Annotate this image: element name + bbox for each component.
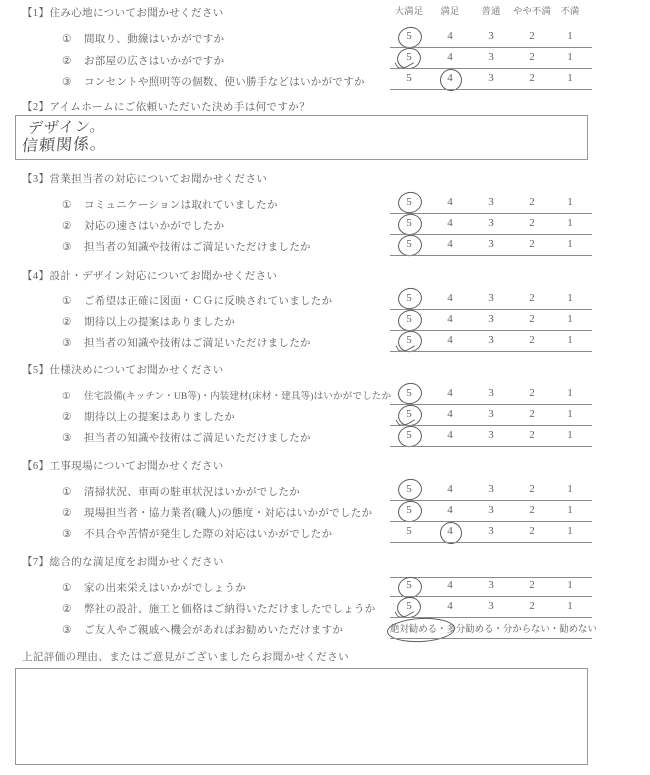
rating-option-5[interactable]: 5 xyxy=(406,72,412,84)
question-text: 不具合や苦情が発生した際の対応はいかがでしたか xyxy=(84,529,333,540)
rating-option-4[interactable]: 4 xyxy=(447,51,453,63)
rating-option-3[interactable]: 3 xyxy=(488,334,494,346)
question-number: ③ xyxy=(62,242,72,253)
question-number: ① xyxy=(62,296,72,307)
rating-option-1[interactable]: 1 xyxy=(567,292,573,304)
question-3-3 xyxy=(62,239,311,254)
rating-option-5[interactable]: 5 xyxy=(406,238,412,250)
scale-header-2: 普通 xyxy=(481,7,501,17)
rating-option-2[interactable]: 2 xyxy=(529,600,535,612)
rating-option-2[interactable]: 2 xyxy=(529,238,535,250)
scale-header-3: やや不満 xyxy=(513,7,551,17)
rating-row-4-1[interactable] xyxy=(390,290,592,310)
row-divider xyxy=(390,596,592,597)
question-text: 担当者の知識や技術はご満足いただけましたか xyxy=(84,433,311,444)
rating-option-5[interactable]: 5 xyxy=(406,196,412,208)
rating-option-2[interactable]: 2 xyxy=(529,292,535,304)
question-7-1 xyxy=(62,580,246,595)
rating-option-5[interactable]: 5 xyxy=(406,504,412,516)
rating-option-2[interactable]: 2 xyxy=(529,51,535,63)
rating-option-1[interactable]: 1 xyxy=(567,72,573,84)
question-number: ② xyxy=(62,221,72,232)
rating-row-3-3[interactable] xyxy=(390,236,592,256)
rating-option-4[interactable]: 4 xyxy=(447,579,453,591)
question-number: ③ xyxy=(62,433,72,444)
question-text: 担当者の知識や技術はご満足いただけましたか xyxy=(84,338,311,349)
rating-option-5[interactable]: 5 xyxy=(406,483,412,495)
rating-row-1-3[interactable] xyxy=(390,70,592,90)
row-divider xyxy=(390,542,592,543)
rating-option-3[interactable]: 3 xyxy=(488,292,494,304)
rating-option-1[interactable]: 1 xyxy=(567,600,573,612)
question-6-3 xyxy=(62,526,332,541)
rating-row-6-2[interactable] xyxy=(390,502,592,522)
rating-option-5[interactable]: 5 xyxy=(406,51,412,63)
question-text: 期待以上の提案はありましたか xyxy=(84,412,236,423)
row-divider xyxy=(390,446,592,447)
rating-row-5-2[interactable] xyxy=(390,406,592,426)
rating-row-4-3[interactable] xyxy=(390,332,592,352)
rating-option-5[interactable]: 5 xyxy=(406,579,412,591)
rating-option-3[interactable]: 3 xyxy=(488,579,494,591)
question-text: コンセントや照明等の個数、使い勝手などはいかがですか xyxy=(84,77,365,88)
handwritten-answer-line-1: デザイン。 xyxy=(27,116,107,138)
rating-option-2[interactable]: 2 xyxy=(529,429,535,441)
rating-option-2[interactable]: 2 xyxy=(529,483,535,495)
rating-row-6-1[interactable] xyxy=(390,481,592,501)
rating-option-2[interactable]: 2 xyxy=(529,387,535,399)
rating-option-5[interactable]: 5 xyxy=(406,30,412,42)
section-2-title: 【2】アイムホームにご依頼いただいた決め手は何ですか？ xyxy=(22,102,311,113)
row-divider xyxy=(390,68,592,69)
section-4-title: 【4】設計・デザイン対応についてお聞かせください xyxy=(22,271,278,282)
rating-option-1[interactable]: 1 xyxy=(567,525,573,537)
rating-option-2[interactable]: 2 xyxy=(529,217,535,229)
rating-option-1[interactable]: 1 xyxy=(567,483,573,495)
question-number: ② xyxy=(62,604,72,615)
rating-option-1[interactable]: 1 xyxy=(567,579,573,591)
rating-row-3-1[interactable] xyxy=(390,194,592,214)
rating-option-2[interactable]: 2 xyxy=(529,579,535,591)
row-divider xyxy=(390,234,592,235)
question-text: お部屋の広さはいかがですか xyxy=(84,56,225,67)
rating-option-3[interactable]: 3 xyxy=(488,313,494,325)
row-divider xyxy=(390,638,592,639)
rating-option-5[interactable]: 5 xyxy=(406,334,412,346)
rating-option-1[interactable]: 1 xyxy=(567,504,573,516)
free-text-answer-box-2[interactable] xyxy=(15,115,588,160)
scale-header-0: 大満足 xyxy=(394,7,424,17)
question-number: ③ xyxy=(62,529,72,540)
row-divider xyxy=(390,521,592,522)
row-divider xyxy=(390,89,592,90)
rating-option-5[interactable]: 5 xyxy=(406,292,412,304)
question-text: 現場担当者・協力業者(職人)の態度・対応はいかがでしたか xyxy=(84,508,373,519)
rating-option-4[interactable]: 4 xyxy=(447,238,453,250)
rating-option-4[interactable]: 4 xyxy=(447,483,453,495)
rating-option-1[interactable]: 1 xyxy=(567,429,573,441)
rating-row-6-3[interactable] xyxy=(390,523,592,543)
rating-option-1[interactable]: 1 xyxy=(567,313,573,325)
rating-option-4[interactable]: 4 xyxy=(447,504,453,516)
rating-option-1[interactable]: 1 xyxy=(567,51,573,63)
question-text: 住宅設備(キッチン・UB等)・内装建材(床材・建具等)はいかがでしたか xyxy=(84,391,392,402)
section-3-title: 【3】営業担当者の対応についてお聞かせください xyxy=(22,174,268,185)
rating-option-3[interactable]: 3 xyxy=(488,51,494,63)
rating-option-4[interactable]: 4 xyxy=(447,196,453,208)
row-divider xyxy=(390,617,592,618)
question-text: 弊社の設計、施工と価格はご納得いただけましたでしょうか xyxy=(84,604,376,615)
rating-option-4[interactable]: 4 xyxy=(447,30,453,42)
row-divider xyxy=(390,425,592,426)
handwritten-answer-line-2: 信頼関係。 xyxy=(21,133,109,156)
rating-option-5[interactable]: 5 xyxy=(406,408,412,420)
rating-option-1[interactable]: 1 xyxy=(567,387,573,399)
question-number: ② xyxy=(62,56,72,67)
question-number: ② xyxy=(62,508,72,519)
rating-option-3[interactable]: 3 xyxy=(488,408,494,420)
question-4-3 xyxy=(62,335,311,350)
question-3-2 xyxy=(62,218,224,233)
rating-option-1[interactable]: 1 xyxy=(567,196,573,208)
question-text: ご友人やご親戚へ機会があればお勧めいただけますか xyxy=(84,625,344,636)
rating-row-4-2[interactable] xyxy=(390,311,592,331)
rating-option-2[interactable]: 2 xyxy=(529,504,535,516)
rating-option-3[interactable]: 3 xyxy=(488,238,494,250)
row-divider xyxy=(390,500,592,501)
question-number: ③ xyxy=(62,625,72,636)
rating-option-3[interactable]: 3 xyxy=(488,600,494,612)
scale-header-4: 不満 xyxy=(560,7,580,17)
rating-scale-header xyxy=(390,3,592,19)
rating-option-3[interactable]: 3 xyxy=(488,72,494,84)
rating-option-5[interactable]: 5 xyxy=(406,387,412,399)
rating-option-3[interactable]: 3 xyxy=(488,525,494,537)
rating-option-1[interactable]: 1 xyxy=(567,217,573,229)
question-number: ① xyxy=(62,200,72,211)
question-6-2 xyxy=(62,505,372,520)
scale-header-1: 満足 xyxy=(440,7,460,17)
rating-option-1[interactable]: 1 xyxy=(567,408,573,420)
rating-option-2[interactable]: 2 xyxy=(529,313,535,325)
recommend-options[interactable]: 絶対勧める・多分勧める・分からない・勧めない xyxy=(390,625,597,635)
rating-option-1[interactable]: 1 xyxy=(567,238,573,250)
rating-option-4[interactable]: 4 xyxy=(447,313,453,325)
rating-option-4[interactable]: 4 xyxy=(447,292,453,304)
question-4-2 xyxy=(62,314,235,329)
question-text: 家の出来栄えはいかがでしょうか xyxy=(84,583,246,594)
rating-row-1-2[interactable] xyxy=(390,49,592,69)
question-number: ② xyxy=(62,317,72,328)
question-text: ご希望は正確に図面・ＣＧに反映されていましたか xyxy=(84,296,333,307)
rating-option-3[interactable]: 3 xyxy=(488,483,494,495)
row-divider xyxy=(390,47,592,48)
rating-option-5[interactable]: 5 xyxy=(406,600,412,612)
question-text: 間取り、動線はいかがですか xyxy=(84,34,225,45)
rating-row-1-1[interactable] xyxy=(390,28,592,48)
section-5-title: 【5】仕様決めについてお聞かせください xyxy=(22,365,224,376)
rating-option-3[interactable]: 3 xyxy=(488,429,494,441)
rating-option-3[interactable]: 3 xyxy=(488,217,494,229)
question-5-3 xyxy=(62,430,311,445)
row-divider xyxy=(390,404,592,405)
question-1-2 xyxy=(62,53,224,68)
rating-option-4[interactable]: 4 xyxy=(447,600,453,612)
rating-option-5[interactable]: 5 xyxy=(406,217,412,229)
question-6-1 xyxy=(62,484,300,499)
rating-row-5-1[interactable] xyxy=(390,385,592,405)
rating-option-4[interactable]: 4 xyxy=(447,408,453,420)
rating-row-3-2[interactable] xyxy=(390,215,592,235)
question-number: ② xyxy=(62,412,72,423)
question-number: ③ xyxy=(62,77,72,88)
rating-row-5-3[interactable] xyxy=(390,427,592,447)
question-number: ① xyxy=(62,34,72,45)
rating-option-2[interactable]: 2 xyxy=(529,196,535,208)
footer-comment-box[interactable] xyxy=(15,668,588,765)
section-6-title: 【6】工事現場についてお聞かせください xyxy=(22,461,224,472)
question-number: ① xyxy=(62,583,72,594)
question-4-1 xyxy=(62,293,332,308)
rating-option-4[interactable]: 4 xyxy=(447,525,453,537)
question-number: ③ xyxy=(62,338,72,349)
rating-option-2[interactable]: 2 xyxy=(529,72,535,84)
rating-option-2[interactable]: 2 xyxy=(529,525,535,537)
question-3-1 xyxy=(62,197,278,212)
question-1-1 xyxy=(62,31,224,46)
footer-comment-label: 上記評価の理由、またはご意見がございましたらお聞かせください xyxy=(22,652,349,663)
question-1-3 xyxy=(62,74,365,89)
rating-option-4[interactable]: 4 xyxy=(447,217,453,229)
row-divider xyxy=(390,330,592,331)
rating-option-3[interactable]: 3 xyxy=(488,196,494,208)
rating-option-4[interactable]: 4 xyxy=(447,429,453,441)
question-text: コミュニケーションは取れていましたか xyxy=(84,200,278,211)
row-divider xyxy=(390,213,592,214)
row-divider xyxy=(390,255,592,256)
row-divider xyxy=(390,309,592,310)
rating-option-5[interactable]: 5 xyxy=(406,429,412,441)
question-text: 担当者の知識や技術はご満足いただけましたか xyxy=(84,242,311,253)
row-divider-top xyxy=(390,577,592,578)
rating-option-3[interactable]: 3 xyxy=(488,387,494,399)
section-1-title: 【1】住み心地についてお聞かせください xyxy=(22,8,224,19)
question-text: 対応の速さはいかがでしたか xyxy=(84,221,225,232)
question-text: 清掃状況、車両の駐車状況はいかがでしたか xyxy=(84,487,300,498)
rating-row-7-2[interactable] xyxy=(390,598,592,618)
row-divider xyxy=(390,351,592,352)
rating-option-4[interactable]: 4 xyxy=(447,387,453,399)
rating-option-5[interactable]: 5 xyxy=(406,313,412,325)
rating-option-4[interactable]: 4 xyxy=(447,334,453,346)
question-7-3 xyxy=(62,622,343,637)
question-number: ① xyxy=(62,391,71,402)
rating-option-4[interactable]: 4 xyxy=(447,72,453,84)
section-7-title: 【7】総合的な満足度をお聞かせください xyxy=(22,557,224,568)
rating-option-2[interactable]: 2 xyxy=(529,30,535,42)
question-5-1 xyxy=(62,388,391,402)
question-7-2 xyxy=(62,601,376,616)
rating-option-3[interactable]: 3 xyxy=(488,504,494,516)
question-text: 期待以上の提案はありましたか xyxy=(84,317,236,328)
rating-row-7-1[interactable] xyxy=(390,577,592,597)
question-number: ① xyxy=(62,487,72,498)
rating-row-7-3[interactable] xyxy=(390,619,597,639)
rating-option-1[interactable]: 1 xyxy=(567,30,573,42)
rating-option-2[interactable]: 2 xyxy=(529,408,535,420)
rating-option-5[interactable]: 5 xyxy=(406,525,412,537)
rating-option-1[interactable]: 1 xyxy=(567,334,573,346)
rating-option-3[interactable]: 3 xyxy=(488,30,494,42)
question-5-2 xyxy=(62,409,235,424)
rating-option-2[interactable]: 2 xyxy=(529,334,535,346)
